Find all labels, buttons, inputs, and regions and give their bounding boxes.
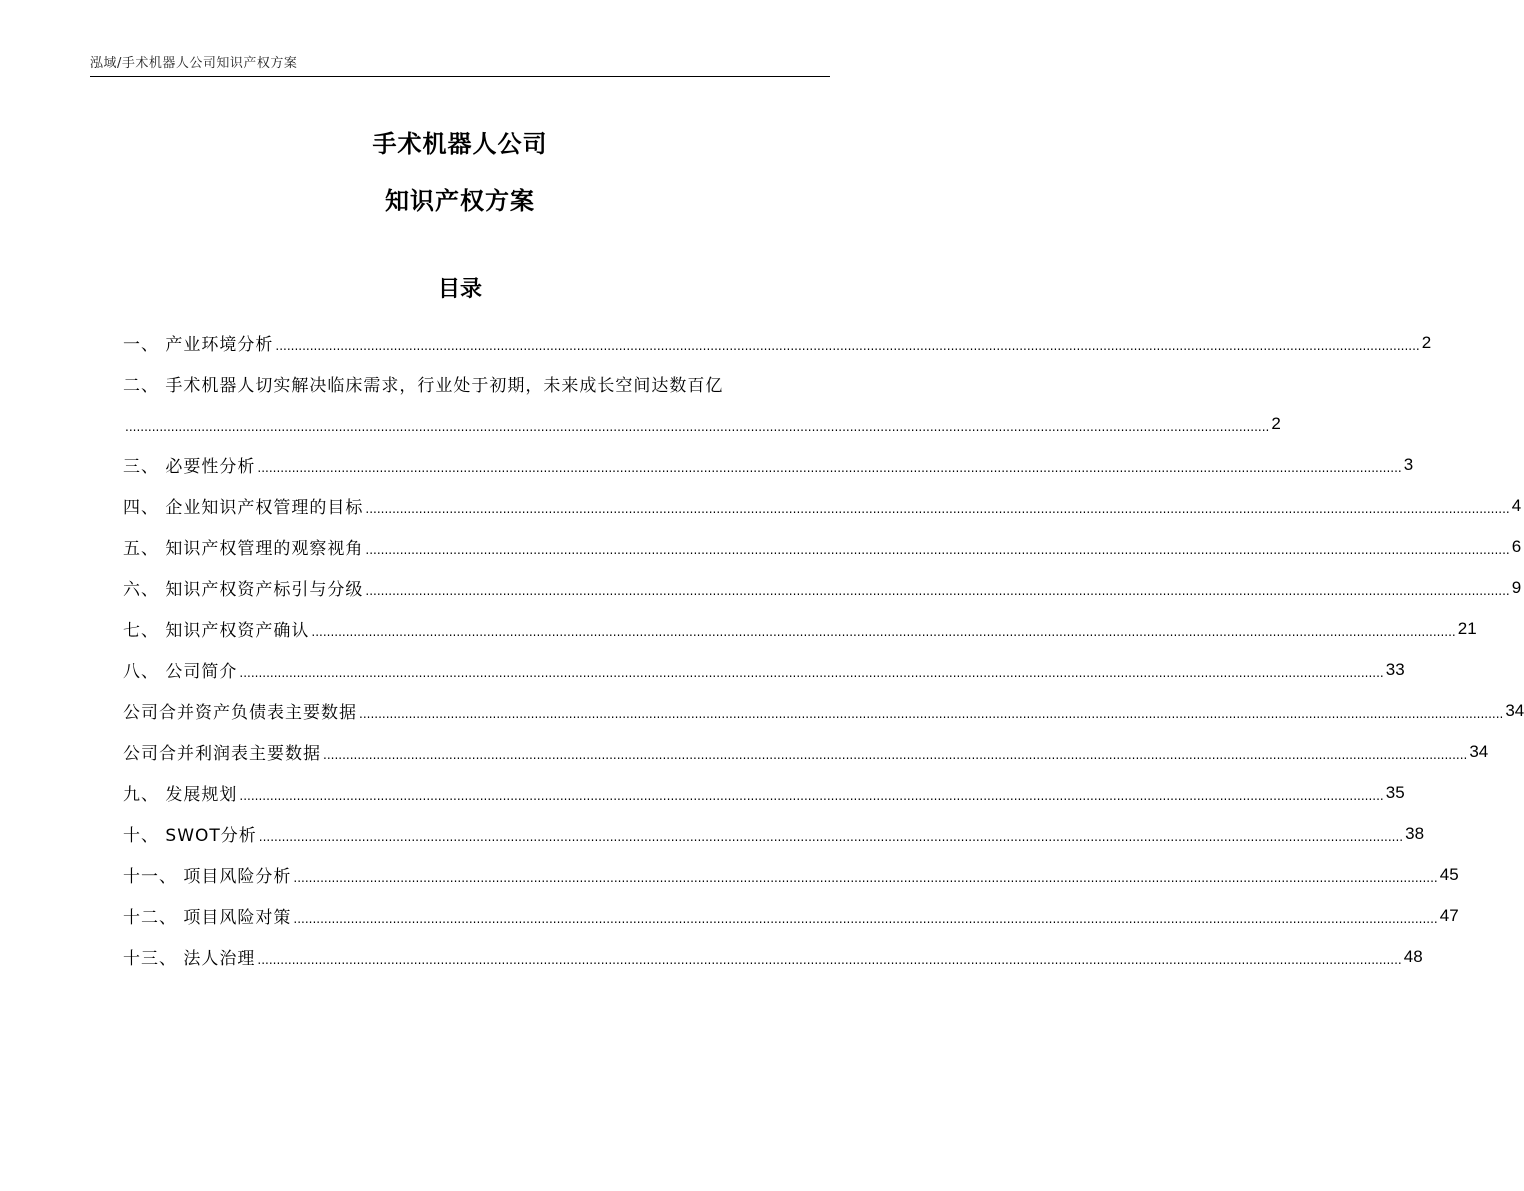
toc-leader-dots: ............................................................................................................................................................................................................................................................................................................ bbox=[359, 706, 1504, 721]
toc-leader-dots: ............................................................................................................................................................................................................................................................................................................ bbox=[293, 870, 1438, 885]
toc-entry-page: 35 bbox=[1385, 782, 1405, 802]
toc-leader-dots: ............................................................................................................................................................................................................................................................................................................ bbox=[275, 338, 1420, 353]
toc-entry-page: 2 bbox=[1271, 413, 1281, 433]
toc-entry-8[interactable] bbox=[123, 649, 1405, 690]
table-of-contents bbox=[123, 322, 1524, 977]
toc-entry-label: 十一、 项目风险分析 bbox=[123, 867, 292, 887]
toc-entry-label: 三、 必要性分析 bbox=[123, 457, 256, 477]
toc-leader-dots: ............................................................................................................................................................................................................................................................................................................ bbox=[365, 583, 1510, 598]
toc-entry-page: 45 bbox=[1439, 864, 1459, 884]
toc-entry-page: 33 bbox=[1385, 659, 1405, 679]
toc-entry-12[interactable] bbox=[123, 813, 1425, 854]
toc-entry-label: 五、 知识产权管理的观察视角 bbox=[123, 539, 364, 559]
toc-leader-dots: ............................................................................................................................................................................................................................................................................................................ bbox=[257, 952, 1402, 967]
toc-entry-label: 十、 SWOT分析 bbox=[123, 826, 257, 846]
toc-entry-page: 38 bbox=[1405, 823, 1425, 843]
document-title-line1: 手术机器人公司 bbox=[372, 130, 548, 158]
toc-entry-page: 47 bbox=[1439, 905, 1459, 925]
toc-heading: 目录 bbox=[437, 277, 482, 302]
toc-entry-label: 四、 企业知识产权管理的目标 bbox=[123, 498, 364, 518]
toc-leader-dots: ............................................................................................................................................................................................................................................................................................................ bbox=[257, 460, 1402, 475]
toc-entry-4[interactable] bbox=[123, 485, 1522, 526]
toc-leader-dots: ............................................................................................................................................................................................................................................................................................................ bbox=[365, 501, 1510, 516]
toc-entry-7[interactable] bbox=[123, 608, 1477, 649]
toc-entry-page: 9 bbox=[1511, 577, 1522, 597]
toc-entry-page: 34 bbox=[1469, 741, 1489, 761]
toc-entry-label: 十三、 法人治理 bbox=[123, 949, 256, 969]
toc-leader-dots: ............................................................................................................................................................................................................................................................................................................ bbox=[239, 788, 1384, 803]
toc-entry-label: 二、 手术机器人切实解决临床需求，行业处于初期，未来成长空间达数百亿 bbox=[123, 375, 724, 396]
toc-entry-label: 公司合并资产负债表主要数据 bbox=[123, 703, 357, 723]
toc-leader-dots: ............................................................................................................................................................................................................................................................................................................ bbox=[365, 542, 1510, 557]
toc-entry-page: 6 bbox=[1511, 536, 1522, 556]
toc-entry-13[interactable] bbox=[123, 854, 1459, 895]
toc-entry-page: 21 bbox=[1457, 618, 1477, 638]
toc-entry-6[interactable] bbox=[123, 567, 1522, 608]
toc-entry-label: 八、 公司简介 bbox=[123, 662, 238, 682]
toc-entry-1[interactable] bbox=[123, 322, 1432, 363]
toc-entry-label: 六、 知识产权资产标引与分级 bbox=[123, 580, 364, 600]
toc-leader-dots: ............................................................................................................................................................................................................................................................................................................ bbox=[323, 747, 1468, 762]
toc-entry-9[interactable] bbox=[123, 690, 1524, 731]
document-title-line2: 知识产权方案 bbox=[385, 187, 535, 215]
toc-entry-page: 3 bbox=[1403, 454, 1414, 474]
toc-entry-label: 一、 产业环境分析 bbox=[123, 335, 274, 355]
toc-entry-page: 4 bbox=[1511, 495, 1522, 515]
toc-entry-14[interactable] bbox=[123, 895, 1459, 936]
toc-leader-dots: ............................................................................................................................................................................................................................................................................................................ bbox=[293, 911, 1438, 926]
toc-entry-label: 十二、 项目风险对策 bbox=[123, 908, 292, 928]
running-header: 泓域/手术机器人公司知识产权方案 bbox=[90, 56, 298, 71]
toc-leader-dots: ............................................................................................................................................................................................................................................................................................................ bbox=[125, 419, 1270, 434]
toc-entry-11[interactable] bbox=[123, 772, 1405, 813]
toc-entry-5[interactable] bbox=[123, 526, 1522, 567]
toc-entry-label: 公司合并利润表主要数据 bbox=[123, 744, 321, 764]
toc-entry-label: 九、 发展规划 bbox=[123, 785, 238, 805]
toc-entry-15[interactable] bbox=[123, 936, 1423, 977]
toc-entry-3[interactable] bbox=[123, 444, 1414, 485]
toc-entry-page: 34 bbox=[1505, 700, 1524, 720]
toc-leader-dots: ............................................................................................................................................................................................................................................................................................................ bbox=[311, 624, 1456, 639]
toc-entry-2-line2[interactable] bbox=[123, 403, 1281, 444]
toc-entry-2-line1[interactable] bbox=[123, 363, 830, 403]
toc-entry-10[interactable] bbox=[123, 731, 1489, 772]
header-divider bbox=[90, 76, 830, 77]
toc-leader-dots: ............................................................................................................................................................................................................................................................................................................ bbox=[239, 665, 1384, 680]
toc-entry-page: 2 bbox=[1421, 332, 1432, 352]
toc-entry-label: 七、 知识产权资产确认 bbox=[123, 621, 310, 641]
toc-leader-dots: ............................................................................................................................................................................................................................................................................................................ bbox=[258, 829, 1404, 844]
toc-entry-page: 48 bbox=[1403, 946, 1423, 966]
